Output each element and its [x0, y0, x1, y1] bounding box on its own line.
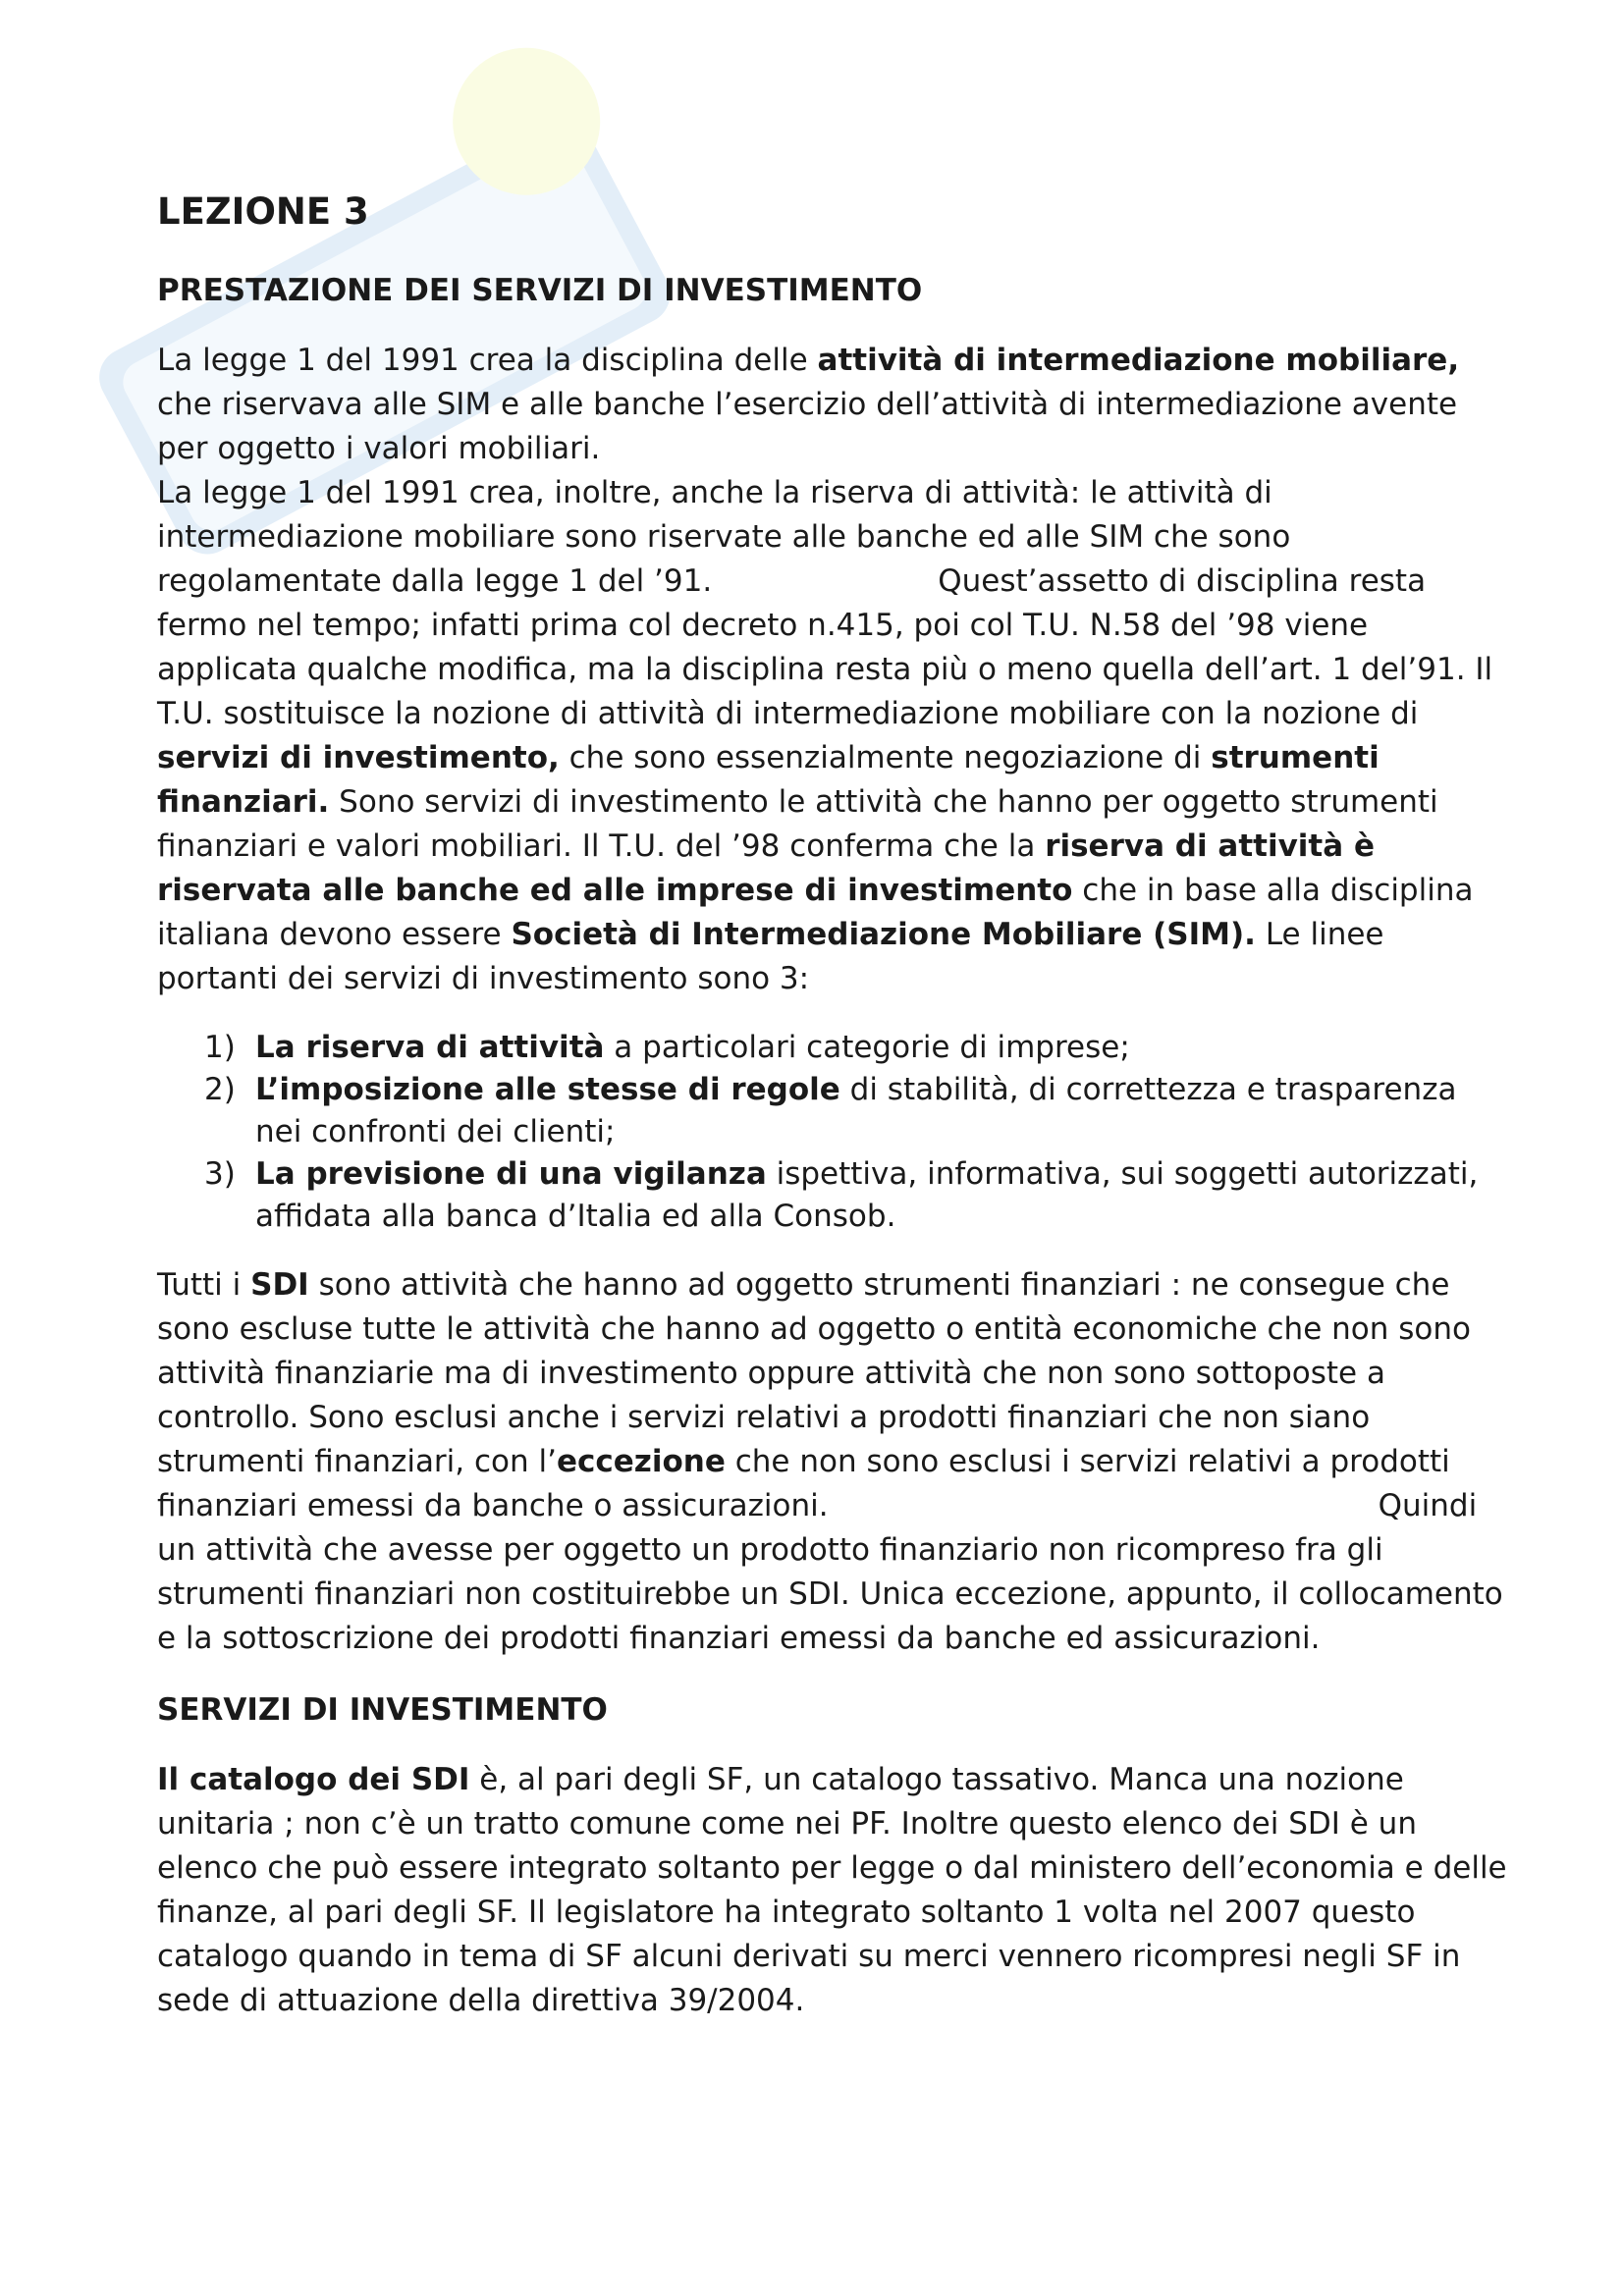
- paragraph-riserva: La legge 1 del 1991 crea, inoltre, anche la riserva di attività: le attività di intermediazione mobiliare sono riservate alle banche ed alle SIM che sono regolamentate dalla legge 1 del ’91. Quest’assetto di disciplina resta fermo nel tempo; infatti prima col decreto n.415, poi col T.U. N.58 del ’98 viene applicata qualche modifica, ma la disciplina resta più o meno quella dell’art. 1 del’91. Il T.U. sostituisce la nozione di attività di intermediazione mobiliare con la nozione di servizi di investimento, che sono essenzialmente negoziazione di strumenti finanziari. Sono servizi di investimento le attività che hanno per oggetto strumenti finanziari e valori mobiliari. Il T.U. del ’98 conferma che la riserva di attività è riservata alle banche ed alle imprese di investimento che in base alla disciplina italiana devono essere Società di Intermediazione Mobiliare (SIM). Le linee portanti dei servizi di investimento sono 3:: [157, 475, 1493, 996]
- principles-list: [157, 1027, 1512, 1238]
- lesson-title: LEZIONE 3: [157, 190, 369, 233]
- list-item: 3) La previsione di una vigilanza ispettiva, informativa, sui soggetti autorizzati, affidata alla banca d’Italia ed alla Consob.: [204, 1156, 1479, 1234]
- section-heading-servizi: SERVIZI DI INVESTIMENTO: [157, 1692, 608, 1728]
- paragraph-intro: La legge 1 del 1991 crea la disciplina delle attività di intermediazione mobiliare, che riservava alle SIM e alle banche l’esercizio dell’attività di intermediazione avente per oggetto i valori mobiliari.: [157, 343, 1460, 466]
- list-item: 2) L’imposizione alle stesse di regole di stabilità, di correttezza e trasparenza nei confronti dei clienti;: [204, 1072, 1457, 1149]
- section-heading-prestazione: PRESTAZIONE DEI SERVIZI DI INVESTIMENTO: [157, 273, 923, 308]
- paragraph-catalogo: Il catalogo dei SDI è, al pari degli SF, un catalogo tassativo. Manca una nozione unitaria ; non c’è un tratto comune come nei PF. Inoltre questo elenco dei SDI è un elenco che può essere integrato soltanto per legge o dal ministero dell’economia e delle finanze, al pari degli SF. Il legislatore ha integrato soltanto 1 volta nel 2007 questo catalogo quando in tema di SF alcuni derivati su merci vennero ricompresi negli SF in sede di attuazione della direttiva 39/2004.: [157, 1762, 1507, 2018]
- document-body: [157, 188, 1512, 2023]
- paragraph-sdi: Tutti i SDI sono attività che hanno ad oggetto strumenti finanziari : ne consegue che sono escluse tutte le attività che hanno ad oggetto o entità economiche che non sono attività finanziarie ma di investimento oppure attività che non sono sottoposte a controllo. Sono esclusi anche i servizi relativi a prodotti finanziari che non siano strumenti finanziari, con l’eccezione che non sono esclusi i servizi relativi a prodotti finanziari emessi da banche o assicurazioni. Quindi un attività che avesse per oggetto un prodotto finanziario non ricompreso fra gli strumenti finanziari non costituirebbe un SDI. Unica eccezione, appunto, il collocamento e la sottoscrizione dei prodotti finanziari emessi da banche ed assicurazioni.: [157, 1267, 1503, 1656]
- list-item: 1) La riserva di attività a particolari categorie di imprese;: [204, 1030, 1130, 1065]
